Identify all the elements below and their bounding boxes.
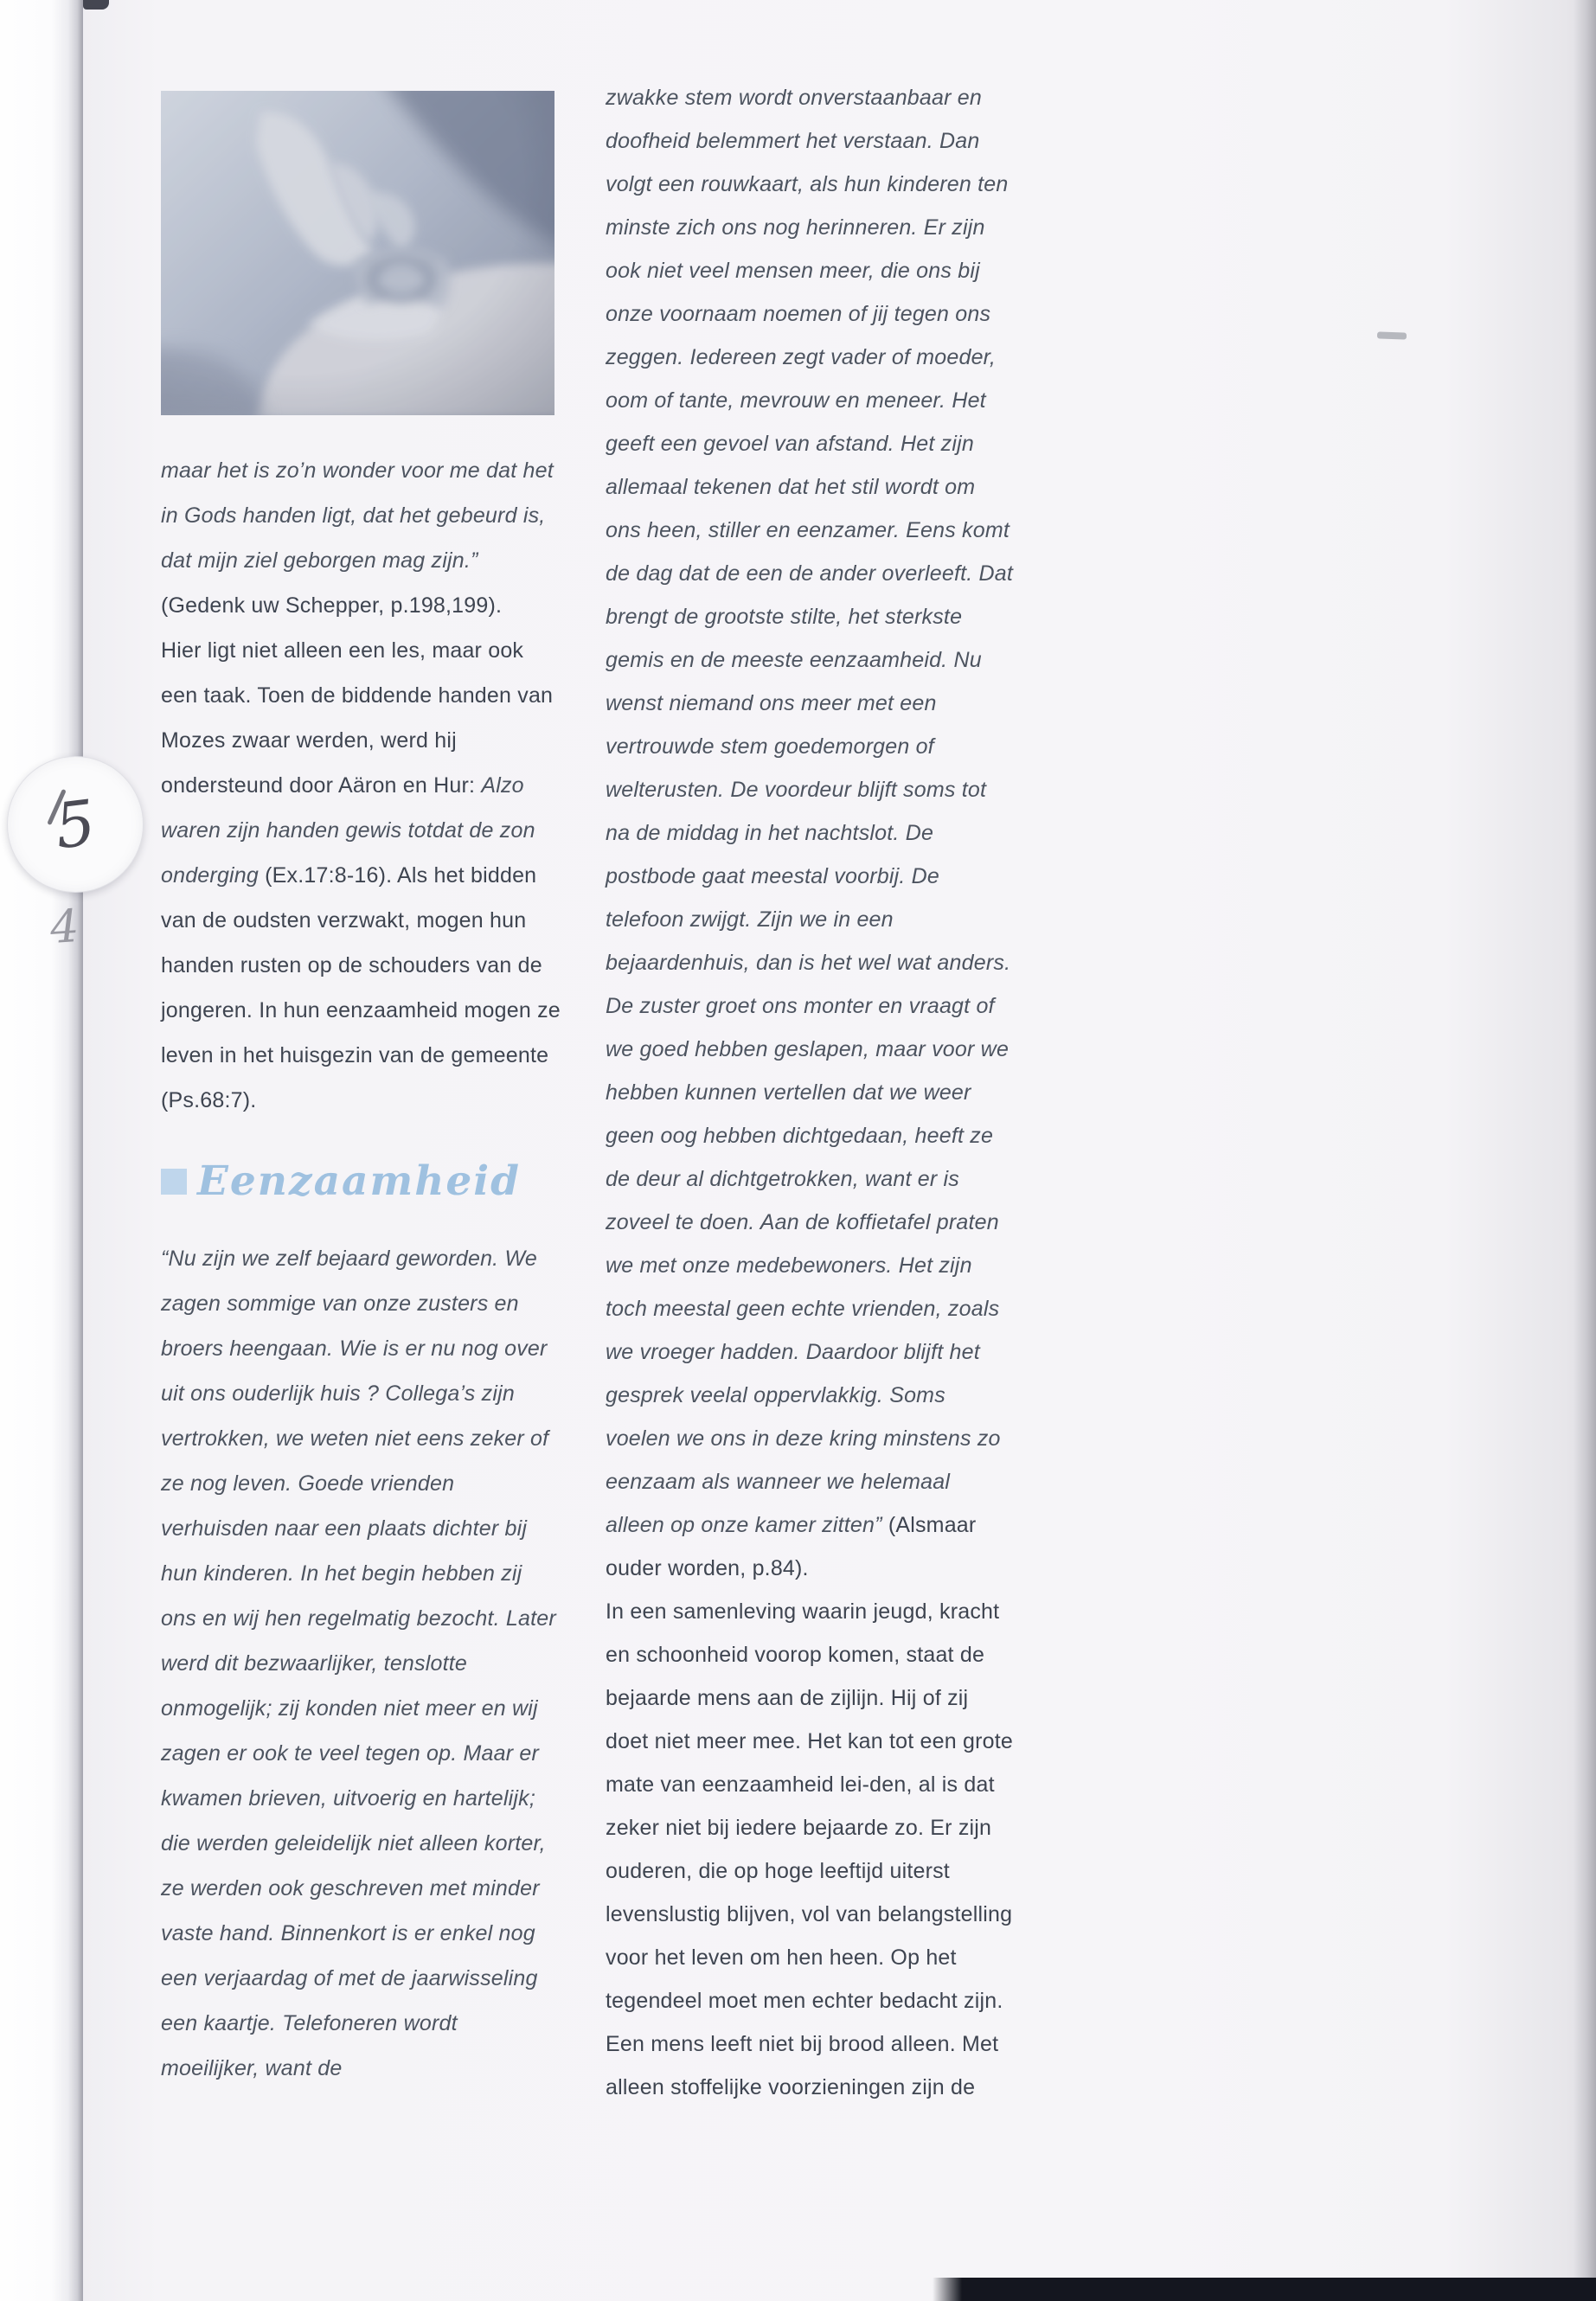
right-paragraph-1 xyxy=(606,76,1014,1590)
body-text: Hier ligt niet alleen een les, maar ook een taak. Toen de biddende handen van Mozes zwaar werden, werd hij ondersteund door Aäron en Hur: xyxy=(161,638,554,798)
hands-wristwatch-photo xyxy=(161,91,554,415)
right-column xyxy=(606,76,1014,2109)
edge-handwritten-mark: 4 xyxy=(48,900,81,955)
scan-artifact-bottom-band xyxy=(933,2278,1596,2301)
page-right-edge-shadow xyxy=(1574,0,1596,2301)
left-paragraph-1 xyxy=(161,448,561,1123)
scripture-quote-text: Alzo waren zijn handen gewis totdat de zon onderging xyxy=(161,773,535,888)
right-paragraph-2: In een samenleving waarin jeugd, kracht en schoonheid voorop komen, staat de bejaarde mens aan de zijlijn. Hij of zij doet niet meer mee. Het kan tot een grote mate van eenzaamheid lei-den, al is dat zeker niet bij iedere bejaarde zo. Er zijn ouderen, die op hoge leeftijd uiterst levenslustig blijven, vol van belangstelling voor het leven om hen heen. Op het tegendeel moet men echter bedacht zijn. Een mens leeft niet bij brood alleen. Met alleen stoffelijke voorzieningen zijn de xyxy=(606,1599,1013,2099)
heading-square-bullet xyxy=(161,1169,187,1195)
page-number-sticker xyxy=(7,756,144,893)
left-column xyxy=(161,91,561,2091)
scan-artifact-corner xyxy=(83,0,109,10)
section-heading-text: Eenzaamheid xyxy=(197,1157,522,1205)
sticker-label: 5 xyxy=(51,785,99,863)
citation-text: (Gedenk uw Schepper, p.198,199). xyxy=(161,593,503,618)
body-text: (Ex.17:8-16). Als het bidden van de oudsten verzwakt, mogen hun handen rusten op de schouders van de jongeren. In hun eenzaamheid mogen ze leven in het huisgezin van de gemeente (Ps.68:7). xyxy=(161,863,561,1112)
citation-text: (Alsmaar ouder worden, p.84). xyxy=(606,1513,977,1580)
hands-wristwatch-illustration xyxy=(161,91,554,415)
scan-artifact-smudge xyxy=(1377,331,1407,339)
left-paragraph-2-quote: “Nu zijn we zelf bejaard geworden. We zagen sommige van onze zusters en broers heengaan. Wie is er nu nog over uit ons ouderlijk huis ? Collega’s zijn vertrokken, we weten niet eens zeker of ze nog leven. Goede vrienden verhuisden naar een plaats dichter bij hun kinderen. In het begin hebben zij ons en wij hen regelmatig bezocht. Later werd dit bezwaarlijker, tenslotte onmogelijk; zij konden niet meer en wij zagen er ook te veel tegen op. Maar er kwamen brieven, uitvoerig en hartelijk; die werden geleidelijk niet alleen korter, ze werden ook geschreven met minder vaste hand. Binnenkort is er enkel nog een verjaardag of met de jaarwisseling een kaartje. Telefoneren wordt moeilijker, want de xyxy=(161,1247,556,2080)
scanned-page-left-edge xyxy=(0,0,83,2301)
quote-text: maar het is zo’n wonder voor me dat het in Gods handen ligt, dat het gebeurd is, dat mijn ziel geborgen mag zijn.” xyxy=(161,458,554,573)
section-heading-eenzaamheid xyxy=(161,1157,561,1205)
quote-text: zwakke stem wordt onverstaanbaar en doofheid belemmert het verstaan. Dan volgt een rouwkaart, als hun kinderen ten minste zich ons nog herinneren. Er zijn ook niet veel mensen meer, die ons bij onze voornaam noemen of jij tegen ons zeggen. Iedereen zegt vader of moeder, oom of tante, mevrouw en meneer. Het geeft een gevoel van afstand. Het zijn allemaal tekenen dat het stil wordt om ons heen, stiller en eenzamer. Eens komt de dag dat de een de ander overleeft. Dat brengt de grootste stilte, het sterkste gemis en de meeste eenzaamheid. Nu wenst niemand ons meer met een vertrouwde stem goedemorgen of welterusten. De voordeur blijft soms tot na de middag in het nachtslot. De postbode gaat meestal voorbij. De telefoon zwijgt. Zijn we in een bejaardenhuis, dan is het wel wat anders. De zuster groet ons monter en vraagt of we goed hebben geslapen, maar voor we hebben kunnen vertellen dat we weer geen oog hebben dichtgedaan, heeft ze de deur al dichtgetrokken, want er is zoveel te doen. Aan de koffietafel praten we met onze medebewoners. Het zijn toch meestal geen echte vrienden, zoals we vroeger hadden. Daardoor blijft het gesprek veelal oppervlakkig. Soms voelen we ons in deze kring minstens zo eenzaam als wanneer we helemaal alleen op onze kamer zitten” xyxy=(606,86,1014,1537)
